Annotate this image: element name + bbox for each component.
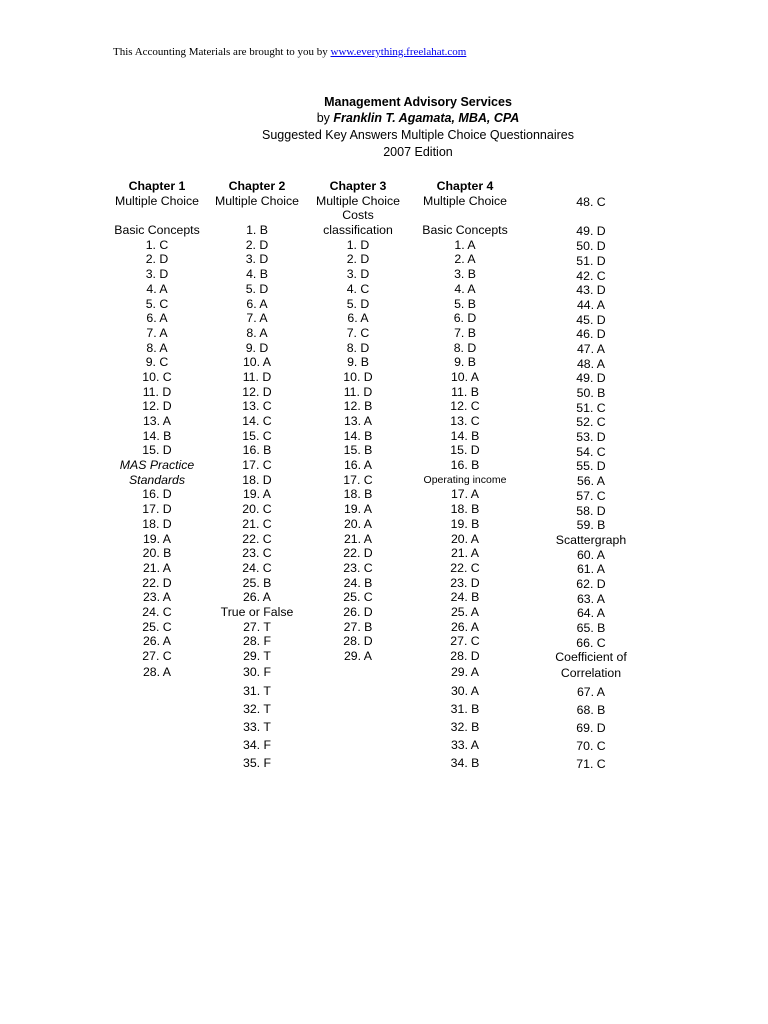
answer-cell: 8. D [346,340,370,355]
answer-cell: 48. A [576,356,606,371]
answer-cell: 2. D [245,237,269,252]
answer-cell: 17. D [142,502,172,517]
answer-cell: 10. A [242,355,272,370]
answer-cell: 14. B [450,428,480,443]
answer-cell: MAS Practice [119,458,195,473]
answer-cell: Basic Concepts [114,223,200,238]
answer-cell: 19. A [343,502,373,517]
answer-cell: 1. A [454,237,476,252]
answer-cell: 29. T [243,649,271,663]
answer-cell: 62. D [576,576,606,591]
answer-cell: 13. A [142,414,172,428]
answer-cell: 15. B [343,443,373,458]
answer-cell: 28. D [343,634,373,649]
answer-cell: 10. C [142,369,172,384]
answer-cell: Operating income [423,473,507,486]
answer-cell: 26. A [242,590,272,605]
answer-cell: 46. D [576,327,606,342]
answer-cell: 2. A [454,252,476,267]
answer-cell: 16. A [343,458,373,473]
answer-cell: 9. B [454,355,476,370]
answer-cell: 44. A [576,297,606,312]
answer-cell: 19. B [450,516,480,531]
answer-cell: 8. A [146,340,168,355]
answer-cell: 45. D [576,312,606,327]
answer-cell: 25. C [142,619,172,634]
answer-cell: 33. T [243,719,271,734]
answer-cell: 60. A [576,547,606,562]
answer-cell: 10. A [450,369,480,384]
answer-cell: Coefficient of [555,650,627,665]
answer-cell: Basic Concepts [422,223,508,238]
answer-cell: 51. C [576,400,606,415]
answer-cell: 26. A [450,619,480,634]
answer-cell: 53. D [576,430,606,445]
answer-cell: 22. C [450,560,480,575]
answer-cell: 20. B [142,546,172,561]
answer-cell: 22. C [242,531,272,546]
blank-cell [521,210,661,225]
answer-column-5 [521,195,661,773]
answer-cell: 32. T [243,701,271,716]
answer-cell: 30. F [242,664,272,679]
answer-cell: 34. B [450,755,480,770]
answer-cell: 49. D [576,371,606,386]
answer-cell: Chapter 1 [128,179,186,193]
answer-cell: 28. F [242,634,272,649]
answer-cell: 51. D [576,253,606,268]
answer-cell: 14. B [142,428,172,443]
answer-cell: 15. C [242,428,272,443]
source-prefix: This Accounting Materials are brought to you by [113,46,331,58]
answer-cell: Standards [128,472,186,487]
answer-cell: 27. C [450,634,480,649]
answer-cell: 49. D [576,224,606,239]
answer-cell: 10. D [343,369,373,384]
answer-cell: 7. C [346,325,370,340]
answer-cell: 22. D [343,546,373,561]
answer-cell: 4. C [346,281,370,296]
answer-cell: 3. D [245,252,269,267]
answer-cell: 17. C [242,458,272,473]
answer-cell: 23. A [142,590,172,605]
answer-cell: 13. C [242,399,272,414]
answer-cell: 67. A [576,685,606,699]
edition-label: 2007 Edition [383,145,453,159]
answer-cell: 5. B [454,296,476,311]
answer-cell: Costs [342,208,374,223]
answer-cell: 5. D [346,296,370,311]
answer-cell: 6. A [246,296,268,311]
answer-cell: 5. D [245,281,269,296]
answer-cell: Chapter 4 [436,179,494,193]
answer-cell: 47. A [576,341,606,356]
answer-cell: 18. D [242,472,272,487]
answer-cell: 59. B [576,518,606,533]
answer-cell: 17. C [343,472,373,487]
answer-column-4 [395,179,535,772]
answer-cell: 16. B [450,458,480,473]
answer-cell: 21. A [142,560,172,575]
answer-cell: 18. B [450,502,480,517]
answer-cell: 69. D [576,721,606,735]
answer-cell: 1. B [246,223,268,238]
answer-cell: 68. B [576,703,606,717]
answer-cell: 13. C [450,414,480,428]
answer-cell: 11. D [242,369,272,384]
answer-cell: 48. C [576,195,606,209]
answer-cell: 18. D [142,516,172,531]
answer-cell: 29. A [450,664,480,679]
answer-cell: 20. A [343,516,373,531]
answer-cell: 3. D [346,267,370,282]
answer-cell: Multiple Choice [315,193,401,208]
document-subtitle: Suggested Key Answers Multiple Choice Questionnaires [262,128,574,142]
answer-cell: 32. B [450,719,480,734]
answer-cell: 43. D [576,283,606,298]
answer-cell: 25. A [450,604,480,619]
answer-cell: 9. B [347,355,369,370]
answer-cell: 9. D [245,340,269,355]
answer-cell: 63. A [576,591,606,606]
answer-cell: Correlation [560,666,622,681]
answer-cell: Scattergraph [555,532,627,547]
answer-cell: Multiple Choice [114,193,200,208]
answer-cell: classification [323,223,393,238]
answer-cell: 7. A [146,325,168,340]
answer-cell: 27. C [142,649,172,663]
answer-cell: Multiple Choice [422,193,508,208]
source-link[interactable]: www.everything.freelahat.com [330,46,467,58]
answer-cell: Chapter 3 [329,179,387,193]
answer-cell: 20. A [450,531,480,546]
answer-cell: 11. D [343,384,373,399]
answer-cell: 8. A [246,325,268,340]
answer-cell: 35. F [242,755,272,770]
answer-cell: 5. C [145,296,169,311]
answer-cell: 23. C [343,560,373,575]
answer-cell: 26. D [343,604,373,619]
document-title: Management Advisory Services [324,95,512,109]
answer-cell: True or False [220,604,294,619]
answer-cell: 18. B [343,487,373,502]
answer-cell: 9. C [145,355,169,370]
answer-cell: 26. A [142,634,172,649]
answer-cell: 15. D [142,443,172,458]
answer-cell: 21. C [242,516,272,531]
answer-cell: 29. A [343,649,373,663]
answer-cell: 42. C [576,268,606,283]
answer-cell: 17. A [450,487,480,502]
answer-cell: 71. C [576,757,606,771]
answer-cell: 2. D [346,252,370,267]
answer-cell: 3. B [454,267,476,282]
answer-cell: 33. A [450,737,480,752]
answer-cell: 12. C [450,399,480,414]
answer-cell: 7. A [246,311,268,326]
answer-cell: 52. C [576,415,606,430]
answer-cell: 25. B [242,575,272,590]
answer-cell: 21. A [343,531,373,546]
answer-cell: 14. B [343,428,373,443]
answer-cell: 30. A [450,683,480,698]
answer-cell: 55. D [576,459,606,474]
answer-cell: 8. D [453,340,477,355]
answer-cell: 57. C [576,488,606,503]
answer-cell: 25. C [343,590,373,605]
answer-cell: 19. A [242,487,272,502]
answer-cell: 2. D [145,252,169,267]
answer-cell: 31. T [243,683,271,698]
answer-cell: 23. D [450,575,480,590]
answer-cell: 64. A [576,606,606,621]
answer-cell: 66. C [576,635,606,650]
source-line [113,46,466,58]
answer-cell: 3. D [145,267,169,282]
answer-cell: 12. B [343,399,373,414]
answer-cell: 6. A [146,311,168,326]
answer-cell: 6. A [347,311,369,326]
author-line [0,111,768,125]
answer-cell: 13. A [343,414,373,428]
answer-cell: 22. D [142,575,172,590]
answer-cell: 16. D [142,487,172,502]
answer-cell: 27. B [343,619,373,634]
answer-cell: 56. A [576,474,606,489]
blank-cell [395,208,535,223]
answer-cell: 16. B [242,443,272,458]
answer-cell: 28. A [142,664,172,679]
answer-cell: 50. B [576,386,606,401]
answer-cell: Multiple Choice [214,193,300,208]
answer-cell: 54. C [576,444,606,459]
answer-cell: 58. D [576,503,606,518]
answer-cell: 28. D [450,649,480,663]
answer-cell: 1. C [145,237,169,252]
answer-cell: 24. B [343,575,373,590]
answer-cell: 12. D [242,384,272,399]
answer-cell: 70. C [576,739,606,753]
answer-cell: 24. C [242,560,272,575]
answer-cell: 14. C [242,414,272,428]
answer-cell: 27. T [243,619,271,634]
answer-cell: 23. C [242,546,272,561]
answer-cell: 31. B [450,701,480,716]
answer-cell: 50. D [576,239,606,254]
answer-cell: 4. A [454,281,476,296]
answer-cell: 11. B [451,384,479,399]
answer-cell: 4. A [146,281,168,296]
answer-cell: 21. A [450,546,480,561]
answer-cell: 24. B [450,590,480,605]
answer-cell: 61. A [576,562,606,577]
answer-cell: 65. B [576,621,606,636]
answer-cell: 24. C [142,604,172,619]
answer-cell: 4. B [246,267,268,282]
answer-cell: 6. D [453,311,477,326]
answer-cell: 15. D [450,443,480,458]
answer-cell: 1. D [346,237,370,252]
answer-cell: 7. B [454,325,476,340]
answer-cell: 34. F [242,737,272,752]
answer-cell: 11. D [142,384,172,399]
answer-cell: 20. C [242,502,272,517]
answer-cell: Chapter 2 [228,179,286,193]
author-name: Franklin T. Agamata, MBA, CPA [333,111,520,125]
answer-cell: 12. D [142,399,172,414]
answer-cell: 19. A [142,531,172,546]
by-prefix: by [316,111,334,125]
